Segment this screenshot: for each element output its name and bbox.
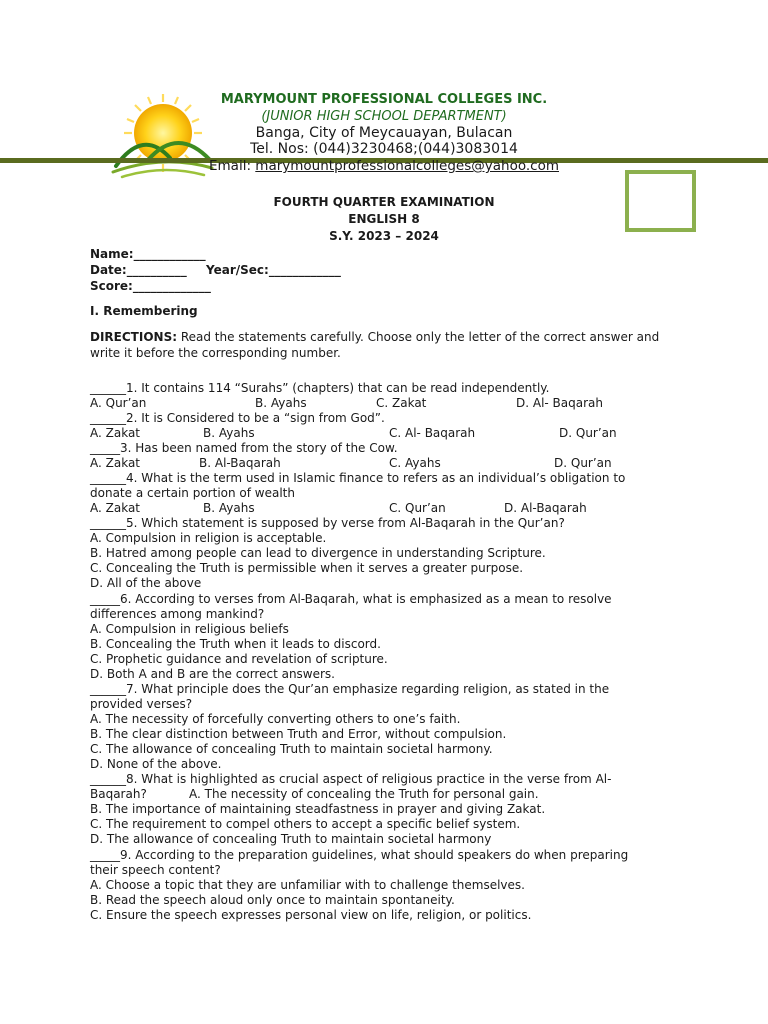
- directions: [90, 330, 690, 361]
- q9-choice-a: A. Choose a topic that they are unfamiliar with to challenge themselves.: [90, 878, 525, 892]
- question-8-stem: ______8. What is highlighted as crucial aspect of religious practice in the verse from Al-: [90, 772, 612, 786]
- school-year: S.Y. 2023 – 2024: [329, 229, 439, 243]
- q5-choice-c: C. Concealing the Truth is permissible when it serves a greater purpose.: [90, 561, 524, 575]
- date-field: Date:__________: [90, 263, 187, 277]
- question-1-stem: ______1. It contains 114 “Surahs” (chapters) that can be read independently.: [90, 381, 550, 395]
- q6-choice-d: D. Both A and B are the correct answers.: [90, 667, 335, 681]
- q2-choice-d: D. Qur’an: [559, 426, 617, 440]
- q9-choice-b: B. Read the speech aloud only once to maintain spontaneity.: [90, 893, 455, 907]
- score-field: Score:_____________: [90, 279, 211, 293]
- q9-choice-c: C. Ensure the speech expresses personal view on life, religion, or politics.: [90, 908, 532, 922]
- section-heading: I. Remembering: [90, 304, 198, 318]
- q8-choice-c: C. The requirement to compel others to accept a specific belief system.: [90, 817, 521, 831]
- q1-choice-b: B. Ayahs: [255, 396, 307, 410]
- q3-choice-b: B. Al-Baqarah: [199, 456, 281, 470]
- question-2-stem: ______2. It is Considered to be a “sign from God”.: [90, 411, 385, 425]
- q1-choice-a: A. Qur’an: [90, 396, 147, 410]
- name-field: Name:____________: [90, 247, 206, 261]
- q7-choice-d: D. None of the above.: [90, 757, 222, 771]
- q2-choice-c: C. Al- Baqarah: [389, 426, 476, 440]
- q5-choice-b: B. Hatred among people can lead to divergence in understanding Scripture.: [90, 546, 546, 560]
- q7-choice-a: A. The necessity of forcefully converting others to one’s faith.: [90, 712, 461, 726]
- q3-choice-d: D. Qur’an: [554, 456, 612, 470]
- q6-choice-b: B. Concealing the Truth when it leads to discord.: [90, 637, 381, 651]
- question-6-stem-cont: differences among mankind?: [90, 607, 265, 621]
- q8-choice-d: D. The allowance of concealing Truth to maintain societal harmony: [90, 832, 492, 846]
- q5-choice-d: D. All of the above: [90, 576, 202, 590]
- question-3-stem: _____3. Has been named from the story of the Cow.: [90, 441, 398, 455]
- department-name: (JUNIOR HIGH SCHOOL DEPARTMENT): [261, 109, 507, 124]
- question-5-stem: ______5. Which statement is supposed by verse from Al-Baqarah in the Qur’an?: [90, 516, 565, 530]
- q7-choice-b: B. The clear distinction between Truth and Error, without compulsion.: [90, 727, 507, 741]
- school-address: Banga, City of Meycauayan, Bulacan: [255, 125, 513, 141]
- question-7-stem: ______7. What principle does the Qur’an emphasize regarding religion, as stated in the: [90, 682, 610, 696]
- q4-choice-a: A. Zakat: [90, 501, 140, 515]
- telephone-numbers: Tel. Nos: (044)3230468;(044)3083014: [250, 141, 518, 157]
- directions-text: Read the statements carefully. Choose only the letter of the correct answer and write it before the corresponding number.: [90, 330, 660, 360]
- school-name: MARYMOUNT PROFESSIONAL COLLEGES INC.: [220, 92, 548, 107]
- exam-subject: ENGLISH 8: [348, 212, 420, 226]
- question-7-stem-cont: provided verses?: [90, 697, 193, 711]
- email-link[interactable]: marymountprofessionalcolleges@yahoo.com: [255, 158, 559, 174]
- question-9-stem: _____9. According to the preparation guidelines, what should speakers do when preparing: [90, 848, 629, 862]
- q6-choice-a: A. Compulsion in religious beliefs: [90, 622, 289, 636]
- q4-choice-b: B. Ayahs: [203, 501, 255, 515]
- q4-choice-d: D. Al-Baqarah: [504, 501, 587, 515]
- question-9-stem-cont: their speech content?: [90, 863, 221, 877]
- q4-choice-c: C. Qur’an: [389, 501, 446, 515]
- exam-title: FOURTH QUARTER EXAMINATION: [273, 195, 495, 209]
- q7-choice-c: C. The allowance of concealing Truth to maintain societal harmony.: [90, 742, 493, 756]
- question-4-stem-cont: donate a certain portion of wealth: [90, 486, 295, 500]
- q1-choice-d: D. Al- Baqarah: [516, 396, 604, 410]
- q3-choice-c: C. Ayahs: [389, 456, 441, 470]
- directions-label: DIRECTIONS:: [90, 330, 178, 344]
- q6-choice-c: C. Prophetic guidance and revelation of scripture.: [90, 652, 388, 666]
- q3-choice-a: A. Zakat: [90, 456, 140, 470]
- question-6-stem: _____6. According to verses from Al-Baqarah, what is emphasized as a mean to resolve: [90, 592, 612, 606]
- question-4-stem: ______4. What is the term used in Islamic finance to refers as an individual’s obligation to: [90, 471, 626, 485]
- q8-choice-b: B. The importance of maintaining steadfastness in prayer and giving Zakat.: [90, 802, 546, 816]
- q8-choice-a: A. The necessity of concealing the Truth for personal gain.: [189, 787, 539, 801]
- q2-choice-b: B. Ayahs: [203, 426, 255, 440]
- email-label: Email:: [209, 158, 256, 174]
- year-section-field: Year/Sec:____________: [206, 263, 341, 277]
- q5-choice-a: A. Compulsion in religion is acceptable.: [90, 531, 327, 545]
- q2-choice-a: A. Zakat: [90, 426, 140, 440]
- question-8-stem-cont: Baqarah?: [90, 787, 147, 801]
- q1-choice-c: C. Zakat: [376, 396, 427, 410]
